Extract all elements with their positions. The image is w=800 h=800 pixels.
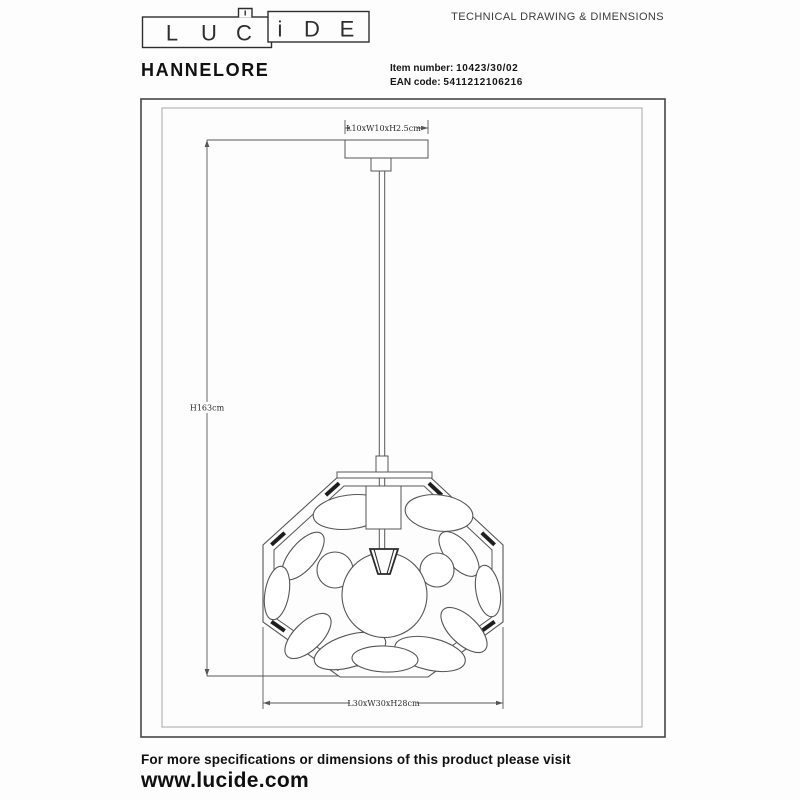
document-title: TECHNICAL DRAWING & DIMENSIONS xyxy=(451,11,664,23)
dimension-label-height: H163cm xyxy=(189,403,225,413)
item-number-value: 10423/30/02 xyxy=(456,63,519,74)
footer-note: For more specifications or dimensions of this product please visit xyxy=(141,752,571,767)
footer-url: www.lucide.com xyxy=(141,769,309,792)
logo-letter: U xyxy=(201,20,217,46)
logo-letter: i xyxy=(277,16,283,42)
lamp-shade xyxy=(260,472,504,678)
logo-letter: L xyxy=(165,20,179,46)
ean-code-value: 5411212106216 xyxy=(443,77,523,88)
ean-code-label: EAN code: xyxy=(390,77,441,88)
logo-letter: C xyxy=(236,20,252,46)
logo-letter: E xyxy=(339,16,355,42)
dimension-canopy xyxy=(345,120,428,134)
item-number-label: Item number: xyxy=(390,63,454,74)
socket-assembly xyxy=(366,478,401,550)
shade-top-plate xyxy=(337,472,432,478)
lucide-logo xyxy=(0,0,420,60)
ean-code-row xyxy=(390,76,523,90)
dimension-label-shade: L30xW30xH28cm xyxy=(347,699,420,708)
footer xyxy=(141,752,571,793)
product-name: HANNELORE xyxy=(141,60,270,80)
suspension-rod xyxy=(376,171,388,472)
product-codes xyxy=(390,62,523,90)
logo-letter: D xyxy=(304,16,320,42)
item-number-row xyxy=(390,62,523,76)
ceiling-canopy xyxy=(345,140,428,171)
dimension-label-canopy: L10xW10xH2.5cm xyxy=(346,124,421,133)
